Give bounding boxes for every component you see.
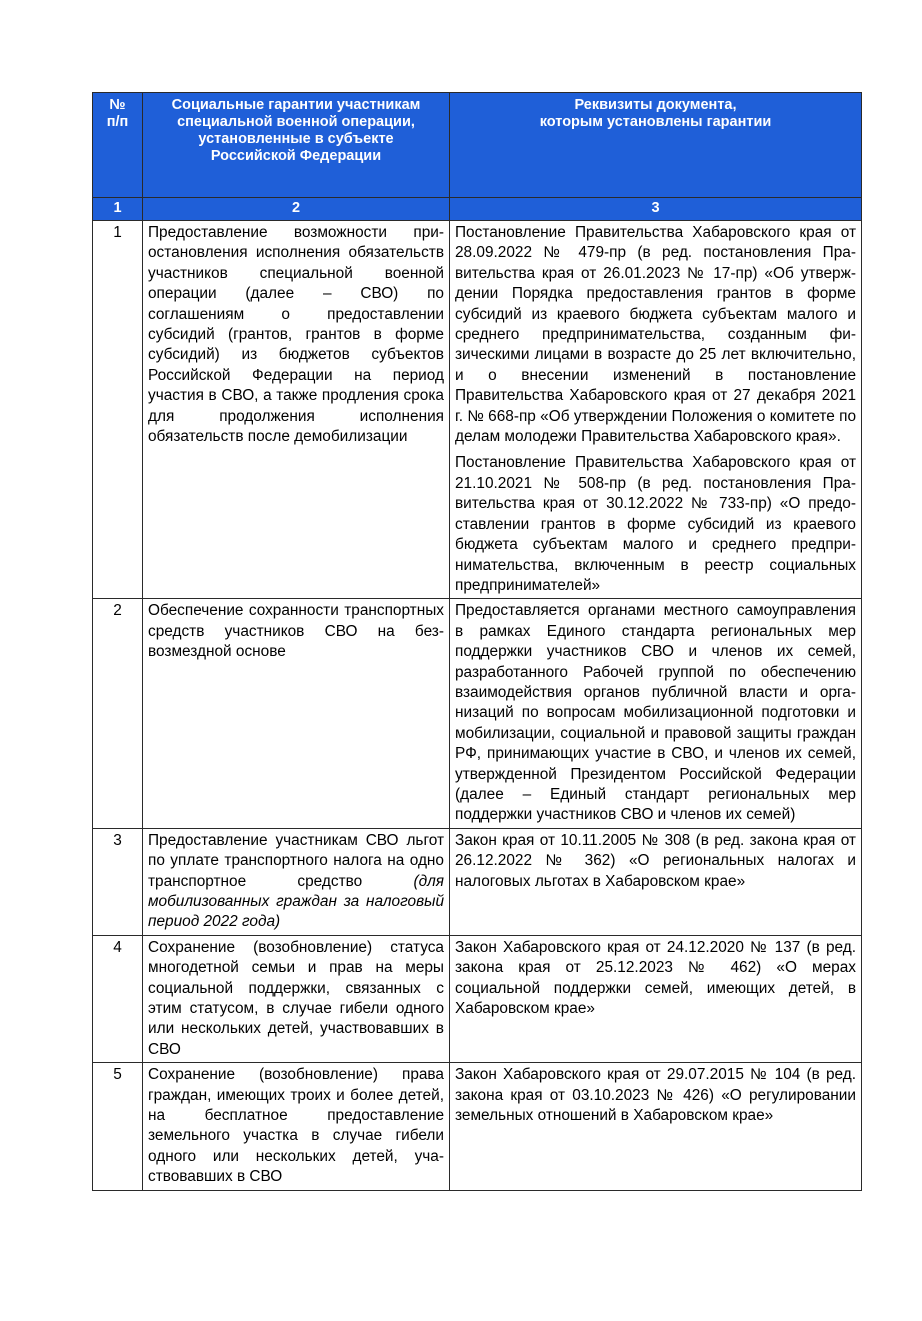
column-number: 1 [93,198,143,221]
guarantee-text: Сохранение (возобновление) права граждан, имеющих троих и более детей, на бесплатное предоставление земельного участка в случае гибели одного или нескольких детей, участвовавших в СВО [148,1066,444,1186]
row-number: 1 [93,221,143,599]
document-cell [450,599,862,828]
table-row [93,935,862,1062]
header-number [93,93,143,198]
table-row [93,599,862,828]
column-number: 2 [143,198,450,221]
document-text: Постановление Правительства Хабаровского края от 28.09.2022 № 479-пр (в ред. постановления Правительства края от 26.01.2023 № 17-пр) «Об утверждении Порядка предоставления грантов в форме субсидий из краевого бюджета субъектам малого и среднего предпринимательства, созданным физическими лицами в возрасте до 25 лет включительно, и о внесении изменений в постановление Правительства Хабаровского края от 27 декабря 2021 г. № 668-пр «Об утверждении Положения о комитете по делам молодежи Правительства Хабаровского края». [455,224,856,446]
header-number-line: п/п [106,114,129,130]
header-guarantee-line: Социальные гарантии участникам [171,97,421,113]
document-cell [450,935,862,1062]
document-cell [450,1063,862,1190]
row-number: 4 [93,935,143,1062]
table-row [93,1063,862,1190]
table-header-row [93,93,862,198]
header-guarantee-line: Российской Федерации [210,148,382,164]
document-cell [450,221,862,599]
guarantee-cell [143,599,450,828]
guarantee-cell [143,828,450,935]
table-row [93,221,862,599]
column-numbers-row [93,198,862,221]
document-text: Закон Хабаровского края от 29.07.2015 № 104 (в ред. закона края от 03.10.2023 № 426) «О регулировании земельных отношений в Хабаровском крае» [455,1066,856,1125]
guarantee-text: Предоставление возможности приостановления исполнения обязательств участников специальной военной операции (далее – СВО) по соглашениям о предоставлении субсидий (грантов, грантов в форме субсидий) из бюджетов субъектов Российской Федерации на период участия в СВО, а также продления срока для продолжения исполнения обязательств после демобилизации [148,224,444,446]
guarantees-table [92,92,862,1191]
header-document [450,93,862,198]
guarantee-text: Предоставление участникам СВО льгот по уплате транспортного налога на одно транспортное средство [148,831,444,890]
guarantee-text: Сохранение (возобновление) статуса многодетной семьи и прав на меры социальной поддержки, связанных с этим статусом, в случае гибели одного или нескольких детей, участвовавших в СВО [148,938,444,1058]
row-number: 3 [93,828,143,935]
guarantee-text: Обеспечение сохранности транспортных средств участников СВО на безвозмездной основе [148,602,444,661]
document-text: Закон Хабаровского края от 24.12.2020 № 137 (в ред. закона края от 25.12.2023 № 462) «О мерах социальной поддержки семей, имеющих детей, в Хабаровском крае» [455,938,856,1018]
header-document-line: которым установлены гарантии [539,114,772,130]
table-row [93,828,862,935]
guarantee-note: (для мобилизованных граждан за налоговый период 2022 года) [148,872,445,931]
document-cell [450,828,862,935]
header-document-line: Реквизиты документа, [574,97,737,113]
guarantee-cell [143,221,450,599]
header-guarantee-line: специальной военной операции, [177,114,415,130]
header-number-line: № [109,97,126,113]
guarantee-cell [143,1063,450,1190]
header-guarantee-line: установленные в субъекте [198,131,394,147]
row-number: 5 [93,1063,143,1190]
document-text: Постановление Правительства Хабаровского края от 21.10.2021 № 508-пр (в ред. постановления Правительства края от 30.12.2022 № 733-пр) «О предоставлении грантов в форме субсидий из краевого бюджета субъектам малого и среднего предпринимательства, включенным в реестр социальных предпринимателей» [455,454,856,594]
document-text: Закон края от 10.11.2005 № 308 (в ред. закона края от 26.12.2022 № 362) «О региональных налогах и налоговых льготах в Хабаровском крае» [455,831,856,890]
header-guarantee [143,93,450,198]
guarantee-cell [143,935,450,1062]
row-number: 2 [93,599,143,828]
column-number: 3 [450,198,862,221]
document-text: Предоставляется органами местного самоуправления в рамках Единого стандарта региональных мер поддержки участников СВО и членов их семей, разработанного Рабочей группой по обеспечению взаимодействия органов публичной власти и организаций по вопросам мобилизационной подготовки и мобилизации, социальной и правовой защиты граждан РФ, принимающих участие в СВО, и членов их семей, утвержденной Президентом Российской Федерации (далее – Единый стандарт региональных мер поддержки участников СВО и членов их семей) [455,602,856,824]
